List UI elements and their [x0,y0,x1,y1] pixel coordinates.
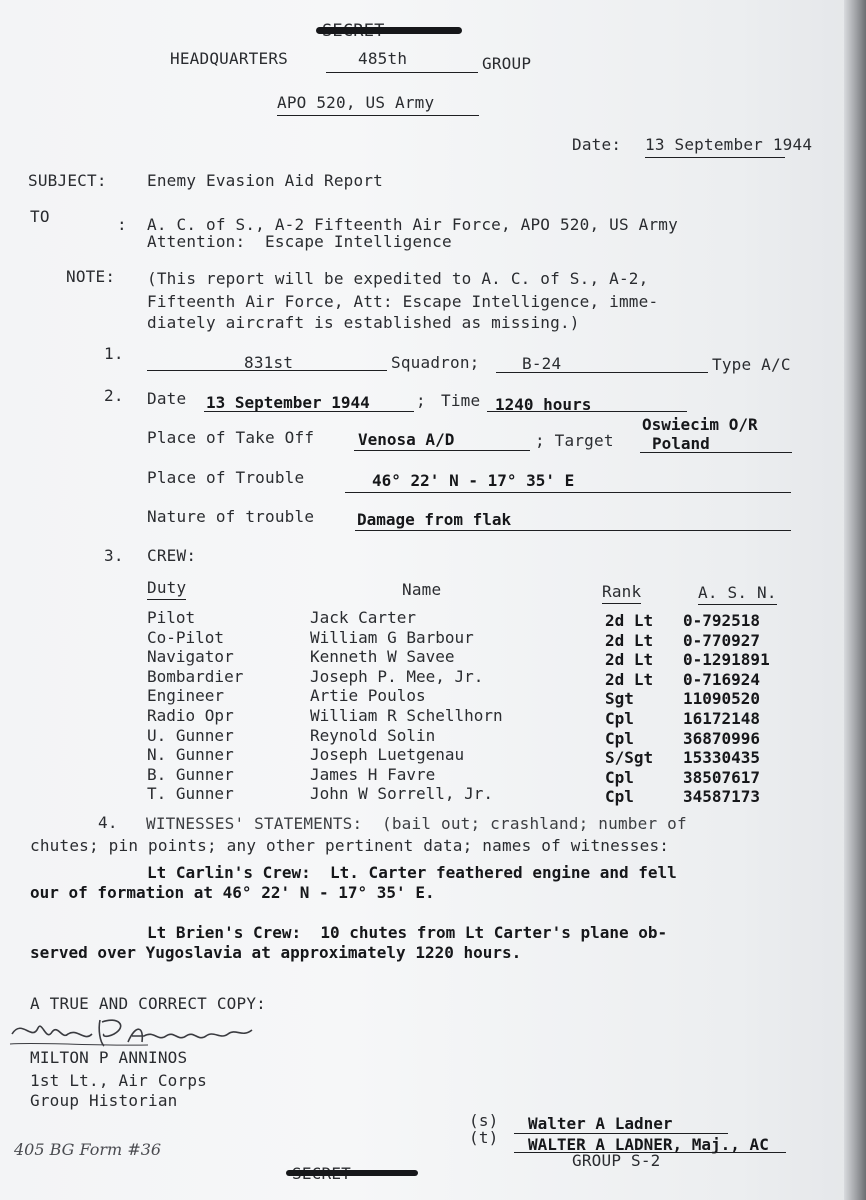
date-field-label: Date [147,389,187,408]
subject-value: Enemy Evasion Aid Report [147,171,383,190]
trouble-nature-label: Nature of trouble [147,507,315,526]
crew-name: Joseph Luetgenau [310,745,465,765]
crew-name: Artie Poulos [310,686,426,706]
group-number: 485th [358,49,408,68]
crew-duty: Co-Pilot [147,627,225,647]
target-underline [640,452,792,453]
crew-asn: 0-716924 [683,669,761,689]
date-underline [645,157,785,158]
crew-row [0,687,866,707]
crew-rank: 2d Lt [605,669,654,689]
form-number: 405 BG Form #36 [14,1140,162,1159]
trouble-nature-value: Damage from flak [357,510,512,529]
aircraft-type-value: B-24 [522,354,562,373]
takeoff-value: Venosa A/D [358,430,455,449]
takeoff-underline [354,450,530,451]
crew-header-name: Name [402,580,442,599]
target-value-line-2: Poland [652,434,710,453]
note-line-1: (This report will be expedited to A. C. of S., A-2, [147,269,649,288]
witnesses-line-1: WITNESSES' STATEMENTS: (bail out; crashland; number of [146,814,687,833]
crew-rank: Cpl [605,767,634,787]
crew-row [0,668,866,688]
certifier-title: Group Historian [30,1091,178,1110]
crew-asn: 38507617 [683,767,761,787]
target-label: ; Target [535,431,614,450]
squadron-value: 831st [244,353,294,372]
crew-row [0,648,866,668]
group-label: GROUP [482,54,532,73]
crew-label: CREW: [147,546,197,565]
crew-row [0,766,866,786]
crew-row [0,609,866,629]
trouble-place-label: Place of Trouble [147,468,305,487]
crew-row [0,785,866,805]
crew-duty: Pilot [147,608,196,627]
trouble-nature-underline [355,530,791,531]
crew-name: Reynold Solin [310,725,436,745]
statement-2-line-2: served over Yugoslavia at approximately 1220 hours. [30,943,522,962]
signed-mark: (s) [469,1111,499,1130]
crew-row [0,746,866,766]
crew-rank: 2d Lt [605,650,654,670]
crew-rank: Cpl [605,787,634,807]
crew-name: William G Barbour [310,627,474,647]
crew-rank: Cpl [605,709,634,728]
crew-duty: Bombardier [147,666,244,686]
date-time-separator: ; [416,391,426,410]
to-colon: : [117,215,127,234]
crew-name: Kenneth W Savee [310,647,455,667]
group-number-underline [326,72,478,73]
crew-duty: Engineer [147,686,225,706]
date-field-value: 13 September 1944 [206,393,370,412]
note-line-3: diately aircraft is established as missing.) [147,313,580,332]
subject-label: SUBJECT: [28,171,107,190]
date-value: 13 September 1944 [645,135,813,154]
item-2-number: 2. [104,386,124,405]
crew-rank: Sgt [605,689,634,709]
time-underline [487,411,687,412]
typed-name: WALTER A LADNER, Maj., AC [528,1135,769,1154]
office-label: GROUP S-2 [572,1151,661,1170]
crew-row [0,727,866,747]
classification-redaction [316,27,462,34]
statement-2-line-1: Lt Brien's Crew: 10 chutes from Lt Carter's plane ob- [147,923,668,942]
crew-duty: N. Gunner [147,745,234,765]
certifier-name: MILTON P ANNINOS [30,1048,188,1067]
crew-asn: 34587173 [683,787,761,807]
time-label: Time [441,391,481,410]
crew-asn: 15330435 [683,748,761,768]
takeoff-label: Place of Take Off [147,428,315,447]
crew-duty: Navigator [147,647,234,667]
crew-rank: 2d Lt [605,630,654,650]
date-label: Date: [572,135,622,154]
crew-header-duty: Duty [147,579,186,600]
headquarters-label: HEADQUARTERS [170,49,288,68]
crew-asn: 0-770927 [683,630,761,650]
certification-label: A TRUE AND CORRECT COPY: [30,994,266,1013]
crew-rank: S/Sgt [605,748,654,768]
note-line-2: Fifteenth Air Force, Att: Escape Intelligence, imme- [147,292,659,311]
trouble-place-value: 46° 22' N - 17° 35' E [372,471,575,490]
crew-asn: 36870996 [683,728,761,748]
certifier-rank: 1st Lt., Air Corps [30,1071,207,1090]
typed-mark: (t) [469,1128,499,1147]
statement-1-line-2: our of formation at 46° 22' N - 17° 35' E. [30,883,435,902]
crew-duty: T. Gunner [147,784,234,804]
note-label: NOTE: [66,267,116,286]
squadron-label: Squadron; [391,353,480,372]
crew-duty: B. Gunner [147,764,234,784]
crew-asn: 11090520 [683,689,761,709]
crew-rank: Cpl [605,728,634,748]
crew-asn: 0-1291891 [683,650,770,670]
item-3-number: 3. [104,546,124,565]
item-1-number: 1. [104,344,124,363]
to-line-1: A. C. of S., A-2 Fifteenth Air Force, APO 520, US Army [147,215,678,234]
apo-line: APO 520, US Army [277,94,479,116]
crew-row [0,629,866,649]
crew-rank: 2d Lt [605,611,654,630]
statement-1-line-1: Lt Carlin's Crew: Lt. Carter feathered engine and fell [147,863,677,882]
crew-duty: U. Gunner [147,725,234,745]
crew-header-rank: Rank [602,583,641,604]
crew-name: Joseph P. Mee, Jr. [310,666,484,686]
crew-row [0,707,866,727]
crew-asn: 16172148 [683,709,761,728]
witnesses-line-2: chutes; pin points; any other pertinent data; names of witnesses: [30,836,670,855]
crew-header-asn: A. S. N. [698,584,777,605]
target-value-line-1: Oswiecim O/R [642,415,758,434]
footer-classification-redaction [286,1170,418,1176]
to-line-2: Attention: Escape Intelligence [147,232,452,251]
crew-asn: 0-792518 [683,611,761,630]
signed-name-underline [514,1133,728,1134]
page-edge-shadow [844,0,866,1200]
crew-name: William R Schellhorn [310,706,503,725]
date-field-underline [204,411,414,412]
time-value: 1240 hours [495,395,592,414]
trouble-place-underline [345,492,791,493]
to-label: TO [30,207,50,226]
crew-name: Jack Carter [310,608,416,627]
aircraft-type-label: Type A/C [712,355,791,374]
crew-name: James H Favre [310,764,436,784]
crew-name: John W Sorrell, Jr. [310,784,494,804]
signed-name: Walter A Ladner [528,1114,673,1133]
item-4-number: 4. [98,813,118,832]
crew-duty: Radio Opr [147,706,234,725]
